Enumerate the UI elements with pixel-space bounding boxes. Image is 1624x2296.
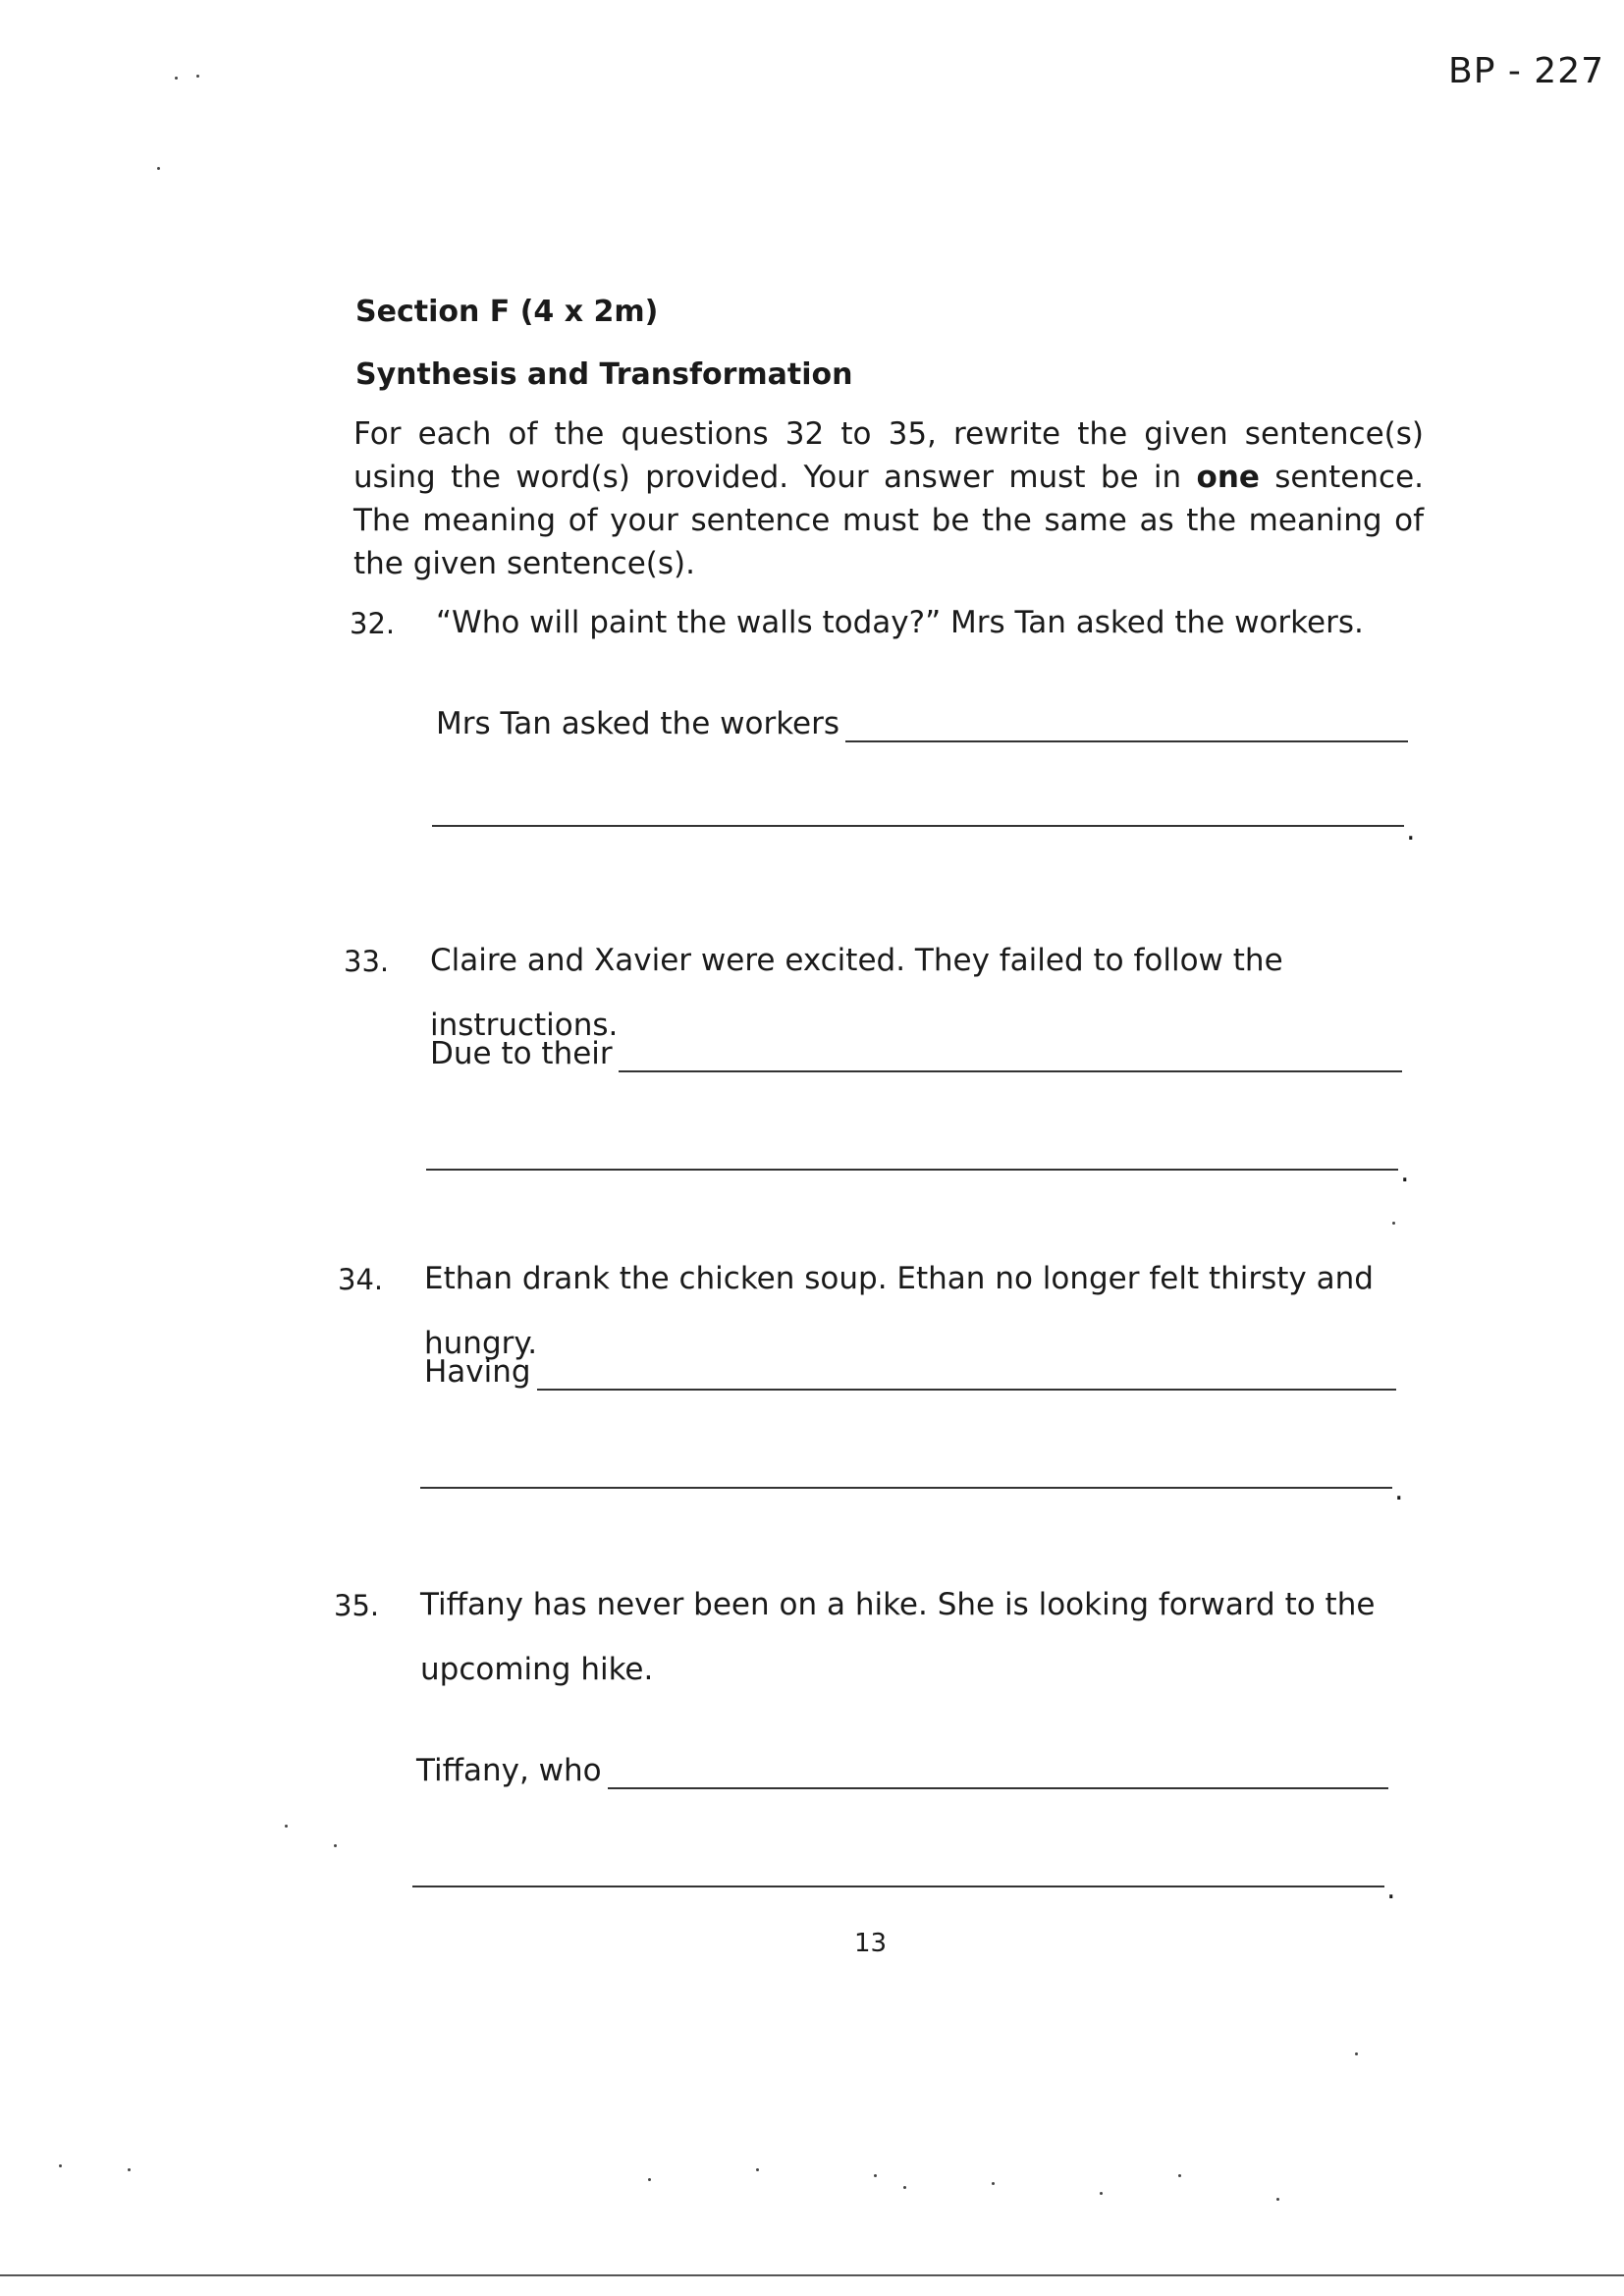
answer-prompt: Tiffany, who <box>416 1753 602 1788</box>
answer-input-first[interactable] <box>619 1035 1402 1072</box>
page-bottom-edge <box>0 2274 1624 2276</box>
instructions-emphasis: one <box>1196 460 1260 495</box>
question-text: “Who will paint the walls today?” Mrs Tan asked the workers. <box>436 605 1364 640</box>
sentence-period: . <box>1400 1155 1410 1189</box>
question-number: 33. <box>344 945 390 978</box>
answer-input-second[interactable] <box>432 825 1404 827</box>
section-title: Section F (4 x 2m) <box>355 295 659 329</box>
answer-prompt: Due to their <box>430 1036 613 1071</box>
answer-input-first[interactable] <box>608 1752 1388 1789</box>
answer-input-second[interactable] <box>412 1886 1384 1887</box>
answer-line-first <box>424 1353 1396 1391</box>
question-number: 35. <box>334 1589 380 1622</box>
answer-input-first[interactable] <box>537 1353 1396 1391</box>
page-code: BP - 227 <box>1448 51 1604 91</box>
answer-line-first <box>436 705 1408 742</box>
instructions-text-start: For each of the questions 32 to 35, rewrite the given sentence(s) using the word(s) provided. Your answer must be in <box>353 416 1424 495</box>
answer-prompt: Having <box>424 1354 531 1390</box>
question-text: Tiffany has never been on a hike. She is looking forward to the upcoming hike. <box>420 1587 1376 1687</box>
answer-line-first <box>416 1752 1388 1789</box>
sentence-period: . <box>1406 813 1416 847</box>
page-number: 13 <box>854 1929 888 1958</box>
section-subtitle: Synthesis and Transformation <box>355 357 853 392</box>
answer-line-first <box>430 1035 1402 1072</box>
answer-input-second[interactable] <box>420 1487 1392 1489</box>
question-number: 34. <box>338 1263 384 1296</box>
answer-input-second[interactable] <box>426 1169 1398 1171</box>
instructions-text-end: sentence. The meaning of your sentence must be the same as the meaning of the given sentence(s). <box>353 460 1424 581</box>
question-text: Claire and Xavier were excited. They failed to follow the instructions. <box>430 943 1283 1043</box>
answer-input-first[interactable] <box>845 705 1408 742</box>
question-text: Ethan drank the chicken soup. Ethan no longer felt thirsty and hungry. <box>424 1261 1374 1361</box>
question-number: 32. <box>350 607 396 640</box>
instructions <box>353 412 1424 585</box>
answer-prompt: Mrs Tan asked the workers <box>436 706 840 741</box>
sentence-period: . <box>1386 1872 1396 1906</box>
sentence-period: . <box>1394 1473 1404 1507</box>
